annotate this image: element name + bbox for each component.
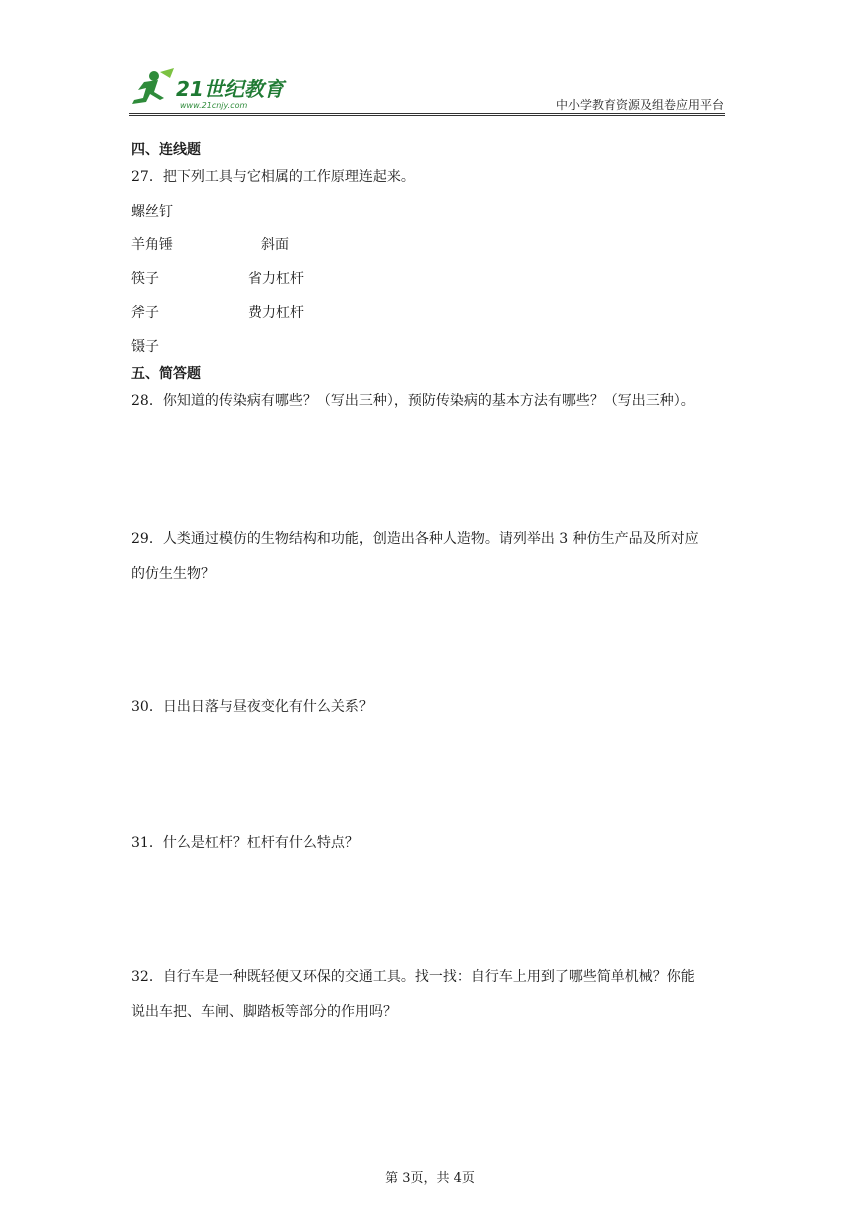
platform-name: 中小学教育资源及组卷应用平台: [555, 98, 724, 112]
logo-text: 21世纪教育: [176, 77, 284, 101]
question-29-line1: 29．人类通过模仿的生物结构和功能，创造出各种人造物。请列举出 3 种仿生产品及所对应: [131, 531, 699, 547]
site-logo: [124, 66, 294, 114]
header-divider: [129, 113, 725, 114]
tool-item: 螺丝钉: [131, 204, 173, 220]
question-31: 31．什么是杠杆？杠杆有什么特点？: [131, 835, 359, 851]
section-title-short-answer: 五、简答题: [131, 366, 201, 382]
principle-item: 费力杠杆: [248, 305, 304, 321]
principle-item: 省力杠杆: [248, 271, 304, 287]
question-29-line2: 的仿生生物？: [131, 566, 215, 582]
logo-url: www.21cnjy.com: [180, 101, 248, 110]
question-32-line2: 说出车把、车闸、脚踏板等部分的作用吗？: [131, 1004, 397, 1020]
page-number: 第 3页，共 4页: [385, 1171, 475, 1186]
question-32-line1: 32．自行车是一种既轻便又环保的交通工具。找一找：自行车上用到了哪些简单机械？你能: [131, 969, 695, 985]
tool-item: 羊角锤: [131, 237, 173, 253]
question-30: 30．日出日落与昼夜变化有什么关系？: [131, 699, 373, 715]
tool-item: 斧子: [131, 305, 159, 321]
tool-item: 镊子: [131, 339, 159, 355]
tool-item: 筷子: [131, 271, 159, 287]
section-title-matching: 四、连线题: [131, 142, 201, 158]
question-27: 27．把下列工具与它相属的工作原理连起来。: [131, 169, 415, 185]
header-divider-2: [129, 115, 725, 116]
principle-item: 斜面: [261, 237, 289, 253]
question-28: 28．你知道的传染病有哪些？（写出三种），预防传染病的基本方法有哪些？（写出三种）。: [131, 393, 695, 409]
runner-logo-icon: [124, 66, 294, 114]
